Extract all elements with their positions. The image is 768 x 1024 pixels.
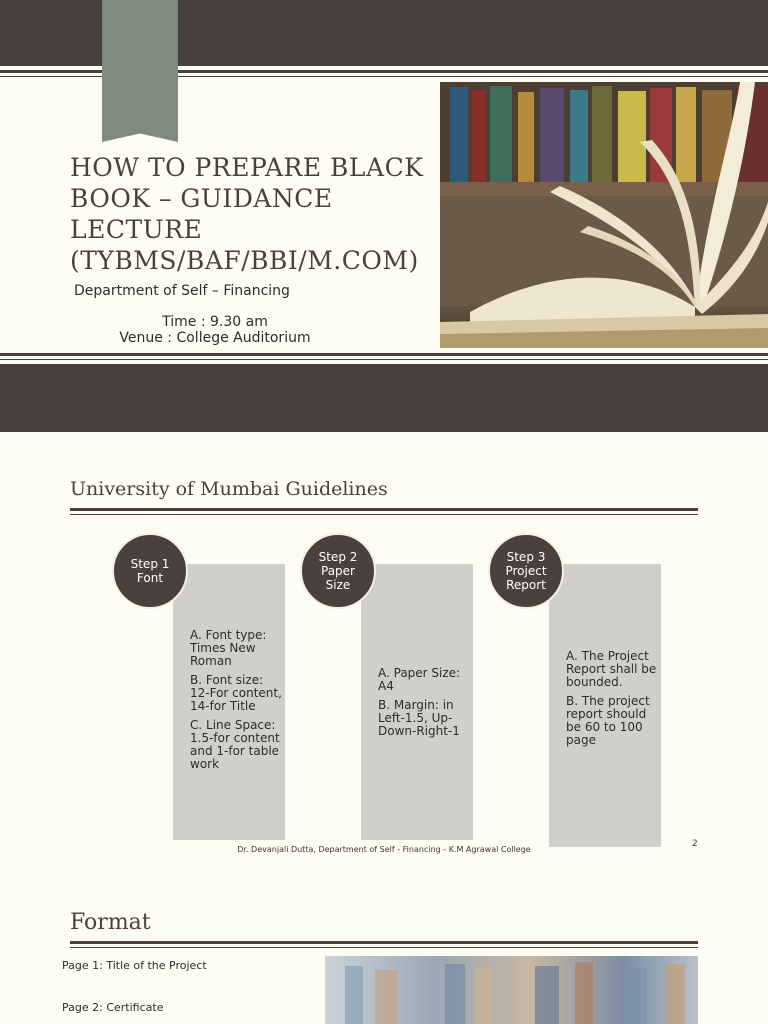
format-item: Page 1: Title of the Project: [62, 959, 207, 972]
bottom-band: [0, 364, 768, 432]
step-label: Paper: [321, 564, 355, 578]
step-label: Step 2: [318, 550, 358, 564]
step-badge: [300, 533, 376, 609]
step-badge: [488, 533, 564, 609]
slide-title: HOW TO PREPARE BLACK BOOK – GUIDANCE LECTURE (TYBMS/BAF/BBI/M.COM): [70, 153, 424, 275]
step-text: [566, 650, 658, 753]
section-heading: University of Mumbai Guidelines: [70, 478, 388, 500]
divider: [70, 941, 698, 944]
step-item: B. The project report should be 60 to 100 page: [566, 694, 650, 747]
step-item: B. Margin: in Left-1.5, Up-Down-Right-1: [378, 698, 460, 738]
step-text: [190, 629, 282, 777]
step-label: Project: [505, 564, 547, 578]
step-label: Font: [136, 571, 164, 585]
page-number: 2: [692, 839, 698, 849]
step-item: B. Font size: 12-For content, 14-for Title: [190, 673, 282, 713]
divider: [0, 359, 768, 360]
library-photo: [325, 956, 698, 1024]
step-label: Step 3: [506, 550, 546, 564]
open-book-photo: [440, 82, 768, 348]
time-text: Time : 9.30 am: [162, 314, 268, 330]
step-item: C. Line Space: 1.5-for content and 1-for table work: [190, 718, 280, 771]
step-item: A. Paper Size: A4: [378, 666, 461, 693]
step-badge: [112, 533, 188, 609]
step-item: A. The Project Report shall be bounded.: [566, 649, 657, 689]
step-text: [378, 667, 468, 744]
divider: [0, 353, 768, 356]
step-label: Size: [325, 578, 351, 592]
step-label: Step 1: [130, 557, 170, 571]
department-text: Department of Self – Financing: [74, 283, 290, 299]
bookmark-ribbon: [102, 0, 178, 142]
slide-footer: Dr. Devanjali Dutta, Department of Self - Financing - K.M Agrawal College: [237, 845, 531, 854]
step-item: A. Font type: Times New Roman: [190, 628, 267, 668]
step-label: Report: [506, 578, 546, 592]
venue-text: Venue : College Auditorium: [119, 330, 311, 346]
divider: [70, 947, 698, 948]
divider: [70, 508, 698, 511]
divider: [70, 514, 698, 515]
format-item: Page 2: Certificate: [62, 1001, 164, 1014]
section-heading: Format: [70, 910, 151, 935]
